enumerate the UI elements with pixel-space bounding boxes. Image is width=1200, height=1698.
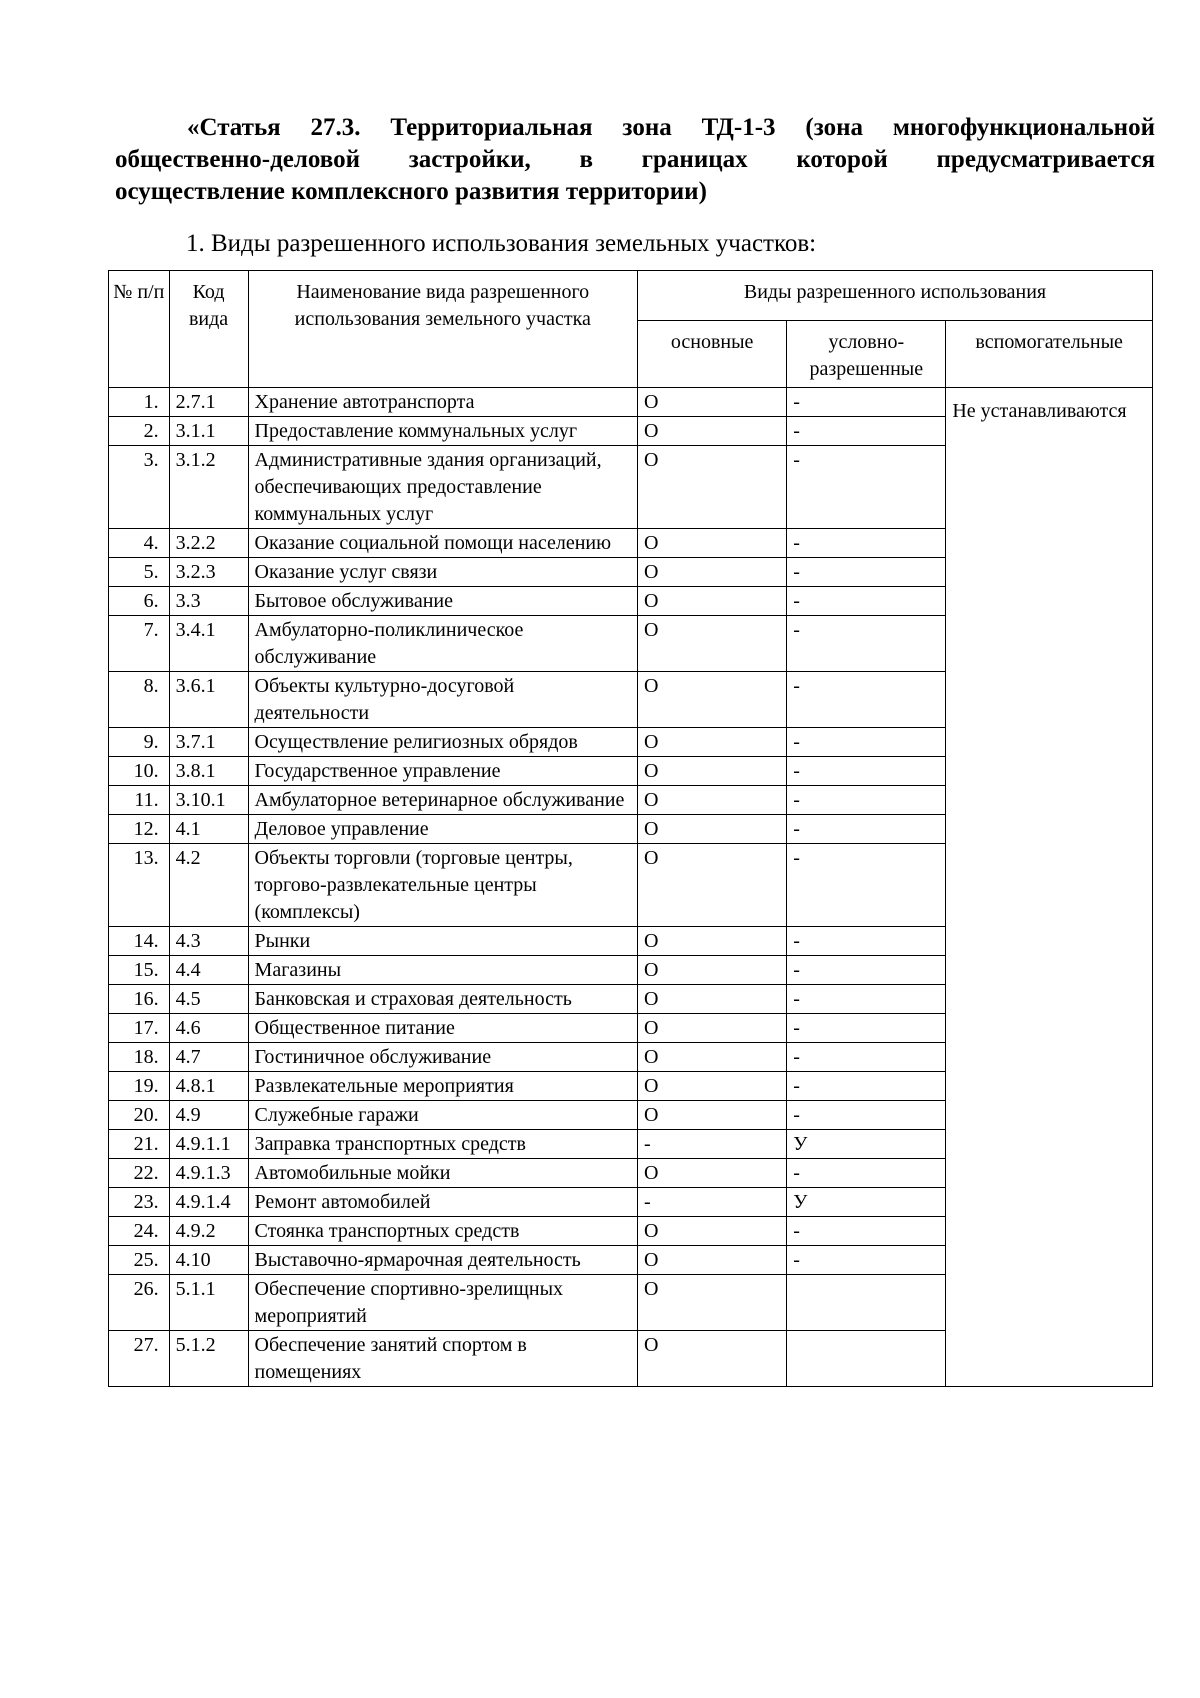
row-conditional-mark: -: [787, 1101, 946, 1130]
heading-line-2: общественно-деловой застройки, в границах которой предусматривается: [115, 146, 1155, 173]
row-main-mark: О: [638, 815, 787, 844]
row-conditional-mark: -: [787, 616, 946, 672]
row-main-mark: О: [638, 956, 787, 985]
row-conditional-mark: -: [787, 1217, 946, 1246]
row-code: 4.8.1: [169, 1072, 248, 1101]
row-num: 22.: [109, 1159, 170, 1188]
row-main-mark: -: [638, 1188, 787, 1217]
row-num: 27.: [109, 1331, 170, 1387]
row-main-mark: О: [638, 1246, 787, 1275]
row-name: Хранение автотранспорта: [248, 388, 637, 417]
header-types: Виды разрешенного использования: [638, 271, 1153, 321]
row-num: 25.: [109, 1246, 170, 1275]
row-main-mark: О: [638, 529, 787, 558]
row-code: 3.4.1: [169, 616, 248, 672]
row-conditional-mark: -: [787, 956, 946, 985]
table-header: [109, 271, 1153, 388]
row-name: Магазины: [248, 956, 637, 985]
row-name: Развлекательные мероприятия: [248, 1072, 637, 1101]
row-conditional-mark: -: [787, 757, 946, 786]
row-main-mark: О: [638, 786, 787, 815]
row-name: Общественное питание: [248, 1014, 637, 1043]
row-num: 23.: [109, 1188, 170, 1217]
row-name: Обеспечение занятий спортом в помещениях: [248, 1331, 637, 1387]
row-conditional-mark: -: [787, 844, 946, 927]
header-main: основные: [638, 321, 787, 388]
row-conditional-mark: -: [787, 815, 946, 844]
row-name: Оказание социальной помощи населению: [248, 529, 637, 558]
header-auxiliary: вспомогательные: [946, 321, 1153, 388]
row-num: 26.: [109, 1275, 170, 1331]
row-code: 4.3: [169, 927, 248, 956]
row-name: Бытовое обслуживание: [248, 587, 637, 616]
row-conditional-mark: -: [787, 1014, 946, 1043]
row-name: Выставочно-ярмарочная деятельность: [248, 1246, 637, 1275]
row-main-mark: О: [638, 1043, 787, 1072]
row-num: 11.: [109, 786, 170, 815]
row-name: Объекты культурно-досуговой деятельности: [248, 672, 637, 728]
section-subtitle: 1. Виды разрешенного использования земельных участков:: [186, 230, 817, 257]
row-main-mark: О: [638, 985, 787, 1014]
row-main-mark: О: [638, 728, 787, 757]
row-name: Осуществление религиозных обрядов: [248, 728, 637, 757]
row-conditional-mark: -: [787, 1072, 946, 1101]
header-name: Наименование вида разрешенного использования земельного участка: [248, 271, 637, 388]
row-main-mark: О: [638, 1014, 787, 1043]
row-conditional-mark: -: [787, 728, 946, 757]
article-heading: [115, 112, 1155, 208]
heading-line-1: «Статья 27.3. Территориальная зона ТД-1-3 (зона многофункциональной: [187, 114, 1155, 141]
table-row: [109, 388, 1153, 417]
row-main-mark: О: [638, 446, 787, 529]
row-code: 4.9.1.4: [169, 1188, 248, 1217]
row-num: 15.: [109, 956, 170, 985]
row-code: 5.1.1: [169, 1275, 248, 1331]
row-conditional-mark: -: [787, 786, 946, 815]
row-conditional-mark: [787, 1331, 946, 1387]
row-name: Оказание услуг связи: [248, 558, 637, 587]
land-use-table: [108, 270, 1153, 1387]
row-main-mark: О: [638, 1072, 787, 1101]
row-num: 14.: [109, 927, 170, 956]
row-code: 4.6: [169, 1014, 248, 1043]
row-name: Обеспечение спортивно-зрелищных мероприятий: [248, 1275, 637, 1331]
row-conditional-mark: -: [787, 558, 946, 587]
row-num: 9.: [109, 728, 170, 757]
row-code: 3.3: [169, 587, 248, 616]
row-main-mark: О: [638, 844, 787, 927]
row-code: 3.2.3: [169, 558, 248, 587]
row-num: 10.: [109, 757, 170, 786]
row-code: 3.10.1: [169, 786, 248, 815]
row-num: 17.: [109, 1014, 170, 1043]
row-main-mark: О: [638, 927, 787, 956]
row-main-mark: О: [638, 1159, 787, 1188]
row-num: 2.: [109, 417, 170, 446]
row-conditional-mark: -: [787, 417, 946, 446]
row-num: 6.: [109, 587, 170, 616]
row-conditional-mark: -: [787, 927, 946, 956]
row-name: Стоянка транспортных средств: [248, 1217, 637, 1246]
heading-line-3: осуществление комплексного развития территории): [115, 178, 707, 205]
row-code: 3.1.2: [169, 446, 248, 529]
row-code: 4.7: [169, 1043, 248, 1072]
row-conditional-mark: [787, 1275, 946, 1331]
header-code: Код вида: [169, 271, 248, 388]
row-main-mark: О: [638, 1331, 787, 1387]
row-code: 4.9.1.3: [169, 1159, 248, 1188]
row-name: Гостиничное обслуживание: [248, 1043, 637, 1072]
row-main-mark: О: [638, 616, 787, 672]
row-name: Предоставление коммунальных услуг: [248, 417, 637, 446]
row-num: 5.: [109, 558, 170, 587]
row-name: Служебные гаражи: [248, 1101, 637, 1130]
row-num: 16.: [109, 985, 170, 1014]
row-name: Объекты торговли (торговые центры, торгово-развлекательные центры (комплексы): [248, 844, 637, 927]
header-conditional: условно-разрешенные: [787, 321, 946, 388]
row-main-mark: О: [638, 1101, 787, 1130]
row-name: Амбулаторно-поликлиническое обслуживание: [248, 616, 637, 672]
row-name: Деловое управление: [248, 815, 637, 844]
row-main-mark: О: [638, 558, 787, 587]
row-main-mark: О: [638, 672, 787, 728]
row-code: 3.8.1: [169, 757, 248, 786]
row-num: 8.: [109, 672, 170, 728]
row-code: 3.6.1: [169, 672, 248, 728]
row-name: Административные здания организаций, обеспечивающих предоставление коммунальных услуг: [248, 446, 637, 529]
row-main-mark: -: [638, 1130, 787, 1159]
row-code: 4.4: [169, 956, 248, 985]
row-code: 4.5: [169, 985, 248, 1014]
header-num: № п/п: [109, 271, 170, 388]
row-conditional-mark: -: [787, 1246, 946, 1275]
row-name: Заправка транспортных средств: [248, 1130, 637, 1159]
row-code: 4.9.1.1: [169, 1130, 248, 1159]
row-num: 13.: [109, 844, 170, 927]
row-num: 3.: [109, 446, 170, 529]
row-num: 18.: [109, 1043, 170, 1072]
row-code: 4.2: [169, 844, 248, 927]
row-num: 7.: [109, 616, 170, 672]
table-body: [109, 388, 1153, 1387]
row-code: 3.2.2: [169, 529, 248, 558]
row-name: Рынки: [248, 927, 637, 956]
row-code: 2.7.1: [169, 388, 248, 417]
row-main-mark: О: [638, 757, 787, 786]
row-code: 4.9: [169, 1101, 248, 1130]
row-name: Банковская и страховая деятельность: [248, 985, 637, 1014]
row-conditional-mark: -: [787, 1043, 946, 1072]
row-conditional-mark: -: [787, 672, 946, 728]
row-main-mark: О: [638, 1217, 787, 1246]
row-num: 4.: [109, 529, 170, 558]
row-main-mark: О: [638, 388, 787, 417]
row-conditional-mark: -: [787, 529, 946, 558]
row-name: Государственное управление: [248, 757, 637, 786]
row-name: Автомобильные мойки: [248, 1159, 637, 1188]
row-conditional-mark: -: [787, 446, 946, 529]
row-main-mark: О: [638, 417, 787, 446]
row-num: 21.: [109, 1130, 170, 1159]
row-main-mark: О: [638, 587, 787, 616]
row-num: 12.: [109, 815, 170, 844]
row-conditional-mark: У: [787, 1188, 946, 1217]
row-code: 3.1.1: [169, 417, 248, 446]
row-code: 3.7.1: [169, 728, 248, 757]
row-conditional-mark: -: [787, 985, 946, 1014]
row-code: 5.1.2: [169, 1331, 248, 1387]
row-num: 20.: [109, 1101, 170, 1130]
row-num: 24.: [109, 1217, 170, 1246]
row-conditional-mark: -: [787, 388, 946, 417]
row-name: Амбулаторное ветеринарное обслуживание: [248, 786, 637, 815]
row-main-mark: О: [638, 1275, 787, 1331]
row-conditional-mark: -: [787, 1159, 946, 1188]
row-name: Ремонт автомобилей: [248, 1188, 637, 1217]
row-conditional-mark: У: [787, 1130, 946, 1159]
auxiliary-value: Не устанавливаются: [946, 388, 1153, 1387]
row-code: 4.9.2: [169, 1217, 248, 1246]
row-code: 4.10: [169, 1246, 248, 1275]
row-code: 4.1: [169, 815, 248, 844]
row-conditional-mark: -: [787, 587, 946, 616]
row-num: 19.: [109, 1072, 170, 1101]
row-num: 1.: [109, 388, 170, 417]
